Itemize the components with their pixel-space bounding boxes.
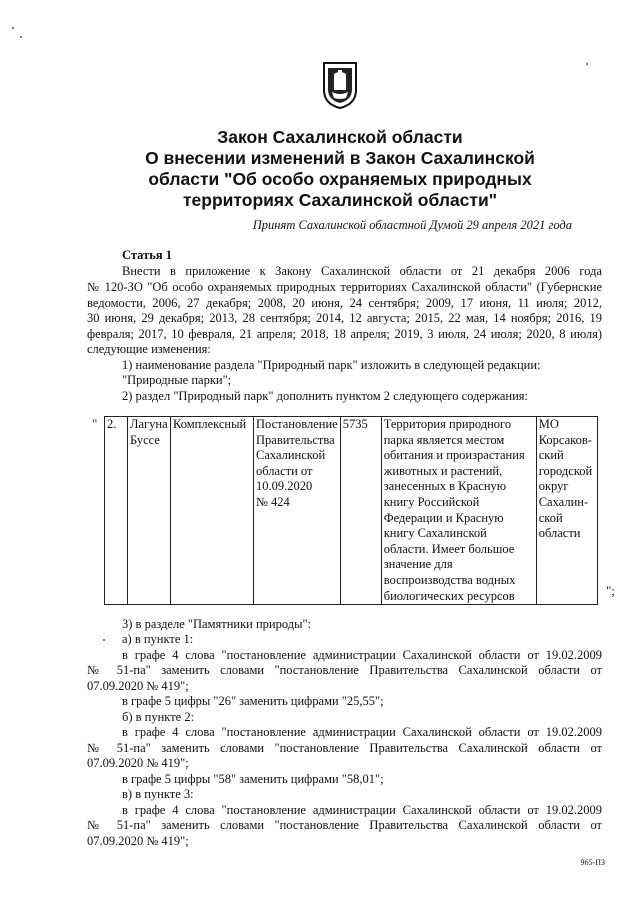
title-line: области "Об особо охраняемых природных: [148, 169, 532, 189]
item-3a: а) в пункте 1:: [122, 632, 194, 646]
table-open-quote: ": [92, 416, 98, 431]
intro-line: ведомости, 2006, 27 декабря; 2008, 20 июня, 24 сентября; 2009, 17 июня, 11 июля; 2012,: [87, 296, 602, 310]
cell-profile: Комплексный: [171, 417, 254, 605]
table-close-quote: ";: [606, 583, 615, 598]
intro-line: следующие изменения:: [87, 342, 211, 356]
item-3a-col5: в графе 5 цифры "26" заменить цифрами "25,55";: [122, 694, 384, 708]
item-3c: в) в пункте 3:: [122, 787, 194, 801]
item-3a-col4: 07.09.2020 № 419";: [87, 679, 189, 693]
item-3b-col4: в графе 4 слова "постановление администрации Сахалинской области от 19.02.2009: [122, 725, 602, 739]
cell-area: 5735: [340, 417, 381, 605]
cell-name: Лагуна Буссе: [128, 417, 171, 605]
document-code: 965-ПЗ: [580, 858, 605, 867]
intro-line: № 120-ЗО "Об особо охраняемых природных территориях Сахалинской области" (Губернские: [87, 280, 602, 294]
scan-speck: [12, 27, 14, 29]
cell-municipality: МО Корсаков- ский городской округ Сахалин- ской области: [536, 417, 597, 605]
cell-description: Территория природного парка является местом обитания и произрастания животных и растений, занесенных в Красную книгу Российской Федерации и Красную книгу Сахалинской области. Имеет большое значение для воспроизводства водных биологических ресурсов: [381, 417, 536, 605]
intro-line: Внести в приложение к Закону Сахалинской области от 21 декабря 2006 года: [122, 264, 602, 278]
intro-line: 30 июня, 29 декабря; 2013, 28 сентября; 2014, 12 августа; 2015, 22 мая, 14 ноября; 2016, 19: [87, 311, 602, 325]
item-3c-col4: в графе 4 слова "постановление администрации Сахалинской области от 19.02.2009: [122, 803, 602, 817]
scan-speck: [20, 36, 22, 38]
park-table: [104, 416, 598, 605]
item-3b-col4: 07.09.2020 № 419";: [87, 756, 189, 770]
item-3a-col4: № 51-па" заменить словами "постановление Правительства Сахалинской области от: [87, 663, 602, 677]
adoption-note: Принят Сахалинской областной Думой 29 апреля 2021 года: [252, 218, 572, 232]
article-heading: Статья 1: [122, 248, 172, 262]
table-row: [105, 417, 598, 605]
intro-line: февраля; 2017, 10 февраля, 21 апреля; 2018, 18 апреля; 2019, 3 июля, 24 июля; 2020, 8 июля): [87, 327, 602, 341]
scan-speck: [586, 63, 588, 65]
law-title: [60, 127, 620, 211]
item-3: 3) в разделе "Памятники природы":: [122, 617, 312, 631]
item-3c-col4: № 51-па" заменить словами "постановление Правительства Сахалинской области от: [87, 818, 602, 832]
coat-of-arms-icon: [322, 60, 358, 110]
cell-document: Постановление Правительства Сахалинской области от 10.09.2020 № 424: [254, 417, 341, 605]
item-2: 2) раздел "Природный парк" дополнить пунктом 2 следующего содержания:: [122, 389, 528, 403]
cell-number: 2.: [105, 417, 128, 605]
title-line: Закон Сахалинской области: [217, 127, 463, 147]
title-line: О внесении изменений в Закон Сахалинской: [145, 148, 535, 168]
item-3a-col4: в графе 4 слова "постановление администрации Сахалинской области от 19.02.2009: [122, 648, 602, 662]
title-line: территориях Сахалинской области": [182, 190, 498, 210]
item-3b: б) в пункте 2:: [122, 710, 195, 724]
item-1-value: "Природные парки";: [122, 373, 232, 387]
scan-speck: [103, 639, 105, 641]
item-1: 1) наименование раздела "Природный парк" изложить в следующей редакции:: [122, 358, 541, 372]
item-3b-col4: № 51-па" заменить словами "постановление Правительства Сахалинской области от: [87, 741, 602, 755]
item-3b-col5: в графе 5 цифры "58" заменить цифрами "58,01";: [122, 772, 384, 786]
item-3c-col4: 07.09.2020 № 419";: [87, 834, 189, 848]
